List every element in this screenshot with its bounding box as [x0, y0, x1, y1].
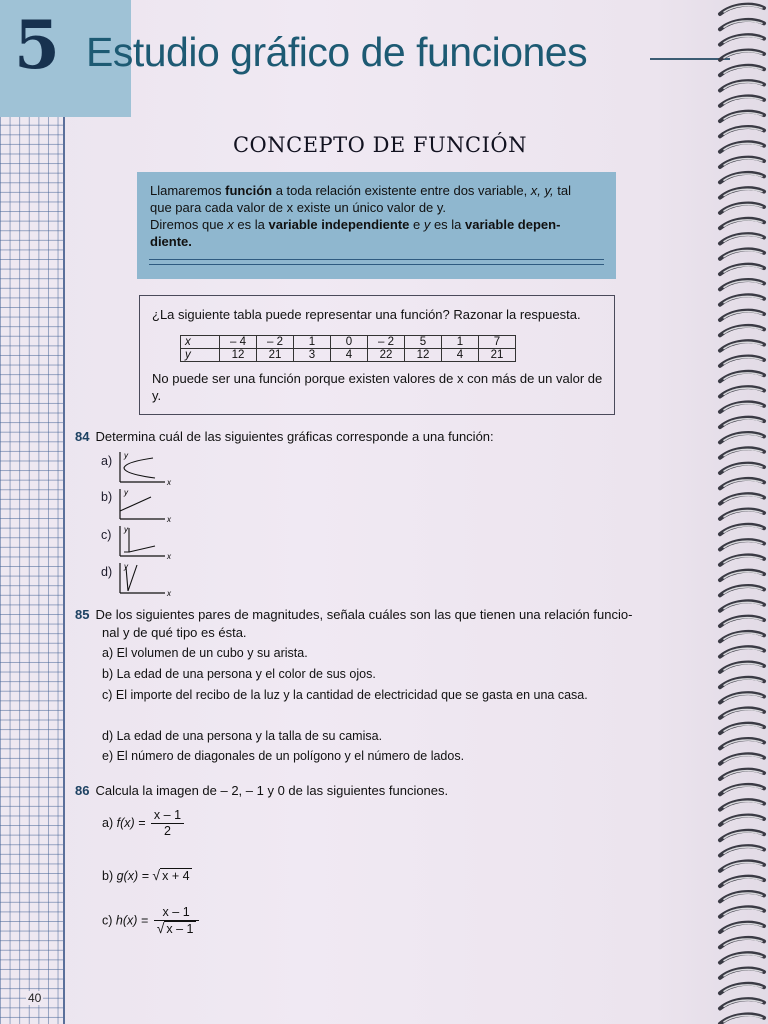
exercise-86: [75, 783, 448, 798]
x-axis-label: x: [167, 515, 171, 524]
function-b: [102, 867, 192, 883]
table-cell-x: – 2: [257, 336, 294, 349]
function-c-label: c): [102, 913, 113, 928]
y-axis-label: y: [124, 488, 128, 497]
function-c-lhs: h(x) =: [115, 913, 149, 928]
definition-line-2: que para cada valor de x existe un único valor de y.: [150, 200, 447, 215]
function-a-fraction: [151, 808, 184, 839]
section-heading: CONCEPTO DE FUNCIÓN: [232, 133, 528, 157]
y-axis-label: y: [124, 525, 128, 534]
exercise-text-line-1: De los siguientes pares de magnitudes, señala cuáles son las que tienen una relación funcio-: [95, 607, 633, 622]
exercise-84: [75, 429, 494, 444]
graph-label-d: d): [101, 565, 113, 579]
fraction-numerator: x – 1: [151, 808, 184, 824]
exercise-85-item-a: a) El volumen de un cubo y su arista.: [102, 646, 308, 660]
definition-line-3: Diremos que x es la variable independiente e y es la variable depen-: [150, 217, 561, 232]
function-c: [102, 905, 199, 937]
exercise-85: [75, 606, 695, 642]
xy-table: [180, 335, 516, 362]
function-b-radicand: x + 4: [162, 869, 190, 883]
exercise-85-item-d: d) La edad de una persona y la talla de su camisa.: [102, 729, 383, 743]
sqrt-icon: √: [156, 920, 165, 936]
table-row-y: [181, 349, 516, 362]
table-cell-x: 1: [442, 336, 479, 349]
x-axis-label: x: [167, 552, 171, 561]
sqrt-icon: √: [152, 867, 161, 883]
table-cell-y: 4: [331, 349, 368, 362]
function-c-radicand: x – 1: [166, 922, 194, 936]
exercise-number: 86: [75, 783, 90, 798]
graph-b: [115, 485, 175, 527]
graph-label-c: c): [101, 528, 112, 542]
y-axis-label: y: [124, 562, 128, 571]
function-b-label: b): [102, 869, 114, 883]
table-cell-y: 21: [257, 349, 294, 362]
table-row-x: [181, 336, 516, 349]
exercise-85-item-c: c) El importe del recibo de la luz y la cantidad de electricidad que se gasta en una casa.: [102, 688, 588, 702]
table-cell-x: – 2: [368, 336, 405, 349]
table-cell-y: 3: [294, 349, 331, 362]
graph-a: [115, 448, 175, 490]
spiral-binding: [712, 0, 768, 1024]
fraction-denominator: 2: [164, 824, 171, 838]
x-axis-label: x: [167, 589, 171, 598]
function-a-label: a): [102, 815, 114, 830]
exercise-text: Determina cuál de las siguientes gráficas corresponde a una función:: [95, 429, 494, 444]
definition-rules: [149, 259, 604, 265]
fraction-denominator: [154, 921, 199, 937]
function-b-lhs: g(x) =: [116, 869, 149, 883]
exercise-85-item-b: b) La edad de una persona y el color de sus ojos.: [102, 667, 376, 681]
table-cell-y: 22: [368, 349, 405, 362]
table-cell-y: 12: [220, 349, 257, 362]
y-axis-label: y: [124, 451, 128, 460]
table-x-label: x: [181, 336, 220, 349]
table-cell-x: 1: [294, 336, 331, 349]
definition-box: [137, 172, 616, 279]
function-a: [102, 808, 184, 839]
table-cell-y: 21: [479, 349, 516, 362]
example-box: [139, 295, 615, 415]
definition-line-1: Llamaremos función a toda relación existente entre dos variable, x, y, tal: [150, 183, 572, 198]
exercise-85-item-e: e) El número de diagonales de un polígono y el número de lados.: [102, 749, 465, 763]
example-question: ¿La siguiente tabla puede representar una función? Razonar la respuesta.: [152, 307, 581, 322]
chapter-title: Estudio gráfico de funciones: [86, 29, 588, 75]
graph-label-b: b): [101, 490, 113, 504]
table-y-label: y: [181, 349, 220, 362]
graph-d: [115, 559, 175, 601]
table-cell-y: 4: [442, 349, 479, 362]
graph-label-a: a): [101, 454, 113, 468]
exercise-text: Calcula la imagen de – 2, – 1 y 0 de las siguientes funciones.: [95, 783, 449, 798]
table-cell-x: 7: [479, 336, 516, 349]
exercise-text-line-2: nal y de qué tipo es ésta.: [102, 625, 247, 640]
exercise-number: 84: [75, 429, 90, 444]
chapter-number: 5: [14, 6, 60, 84]
function-a-lhs: f(x) =: [116, 815, 146, 830]
page-number: 40: [28, 991, 42, 1005]
function-c-fraction: [154, 905, 199, 937]
definition-line-4: diente.: [150, 234, 192, 249]
graph-c: [115, 522, 175, 564]
x-axis-label: x: [167, 478, 171, 487]
example-answer: No puede ser una función porque existen valores de x con más de un valor de y.: [152, 371, 603, 403]
exercise-number: 85: [75, 607, 90, 622]
table-cell-y: 12: [405, 349, 442, 362]
table-cell-x: – 4: [220, 336, 257, 349]
fraction-numerator: x – 1: [154, 905, 199, 921]
table-cell-x: 0: [331, 336, 368, 349]
table-cell-x: 5: [405, 336, 442, 349]
